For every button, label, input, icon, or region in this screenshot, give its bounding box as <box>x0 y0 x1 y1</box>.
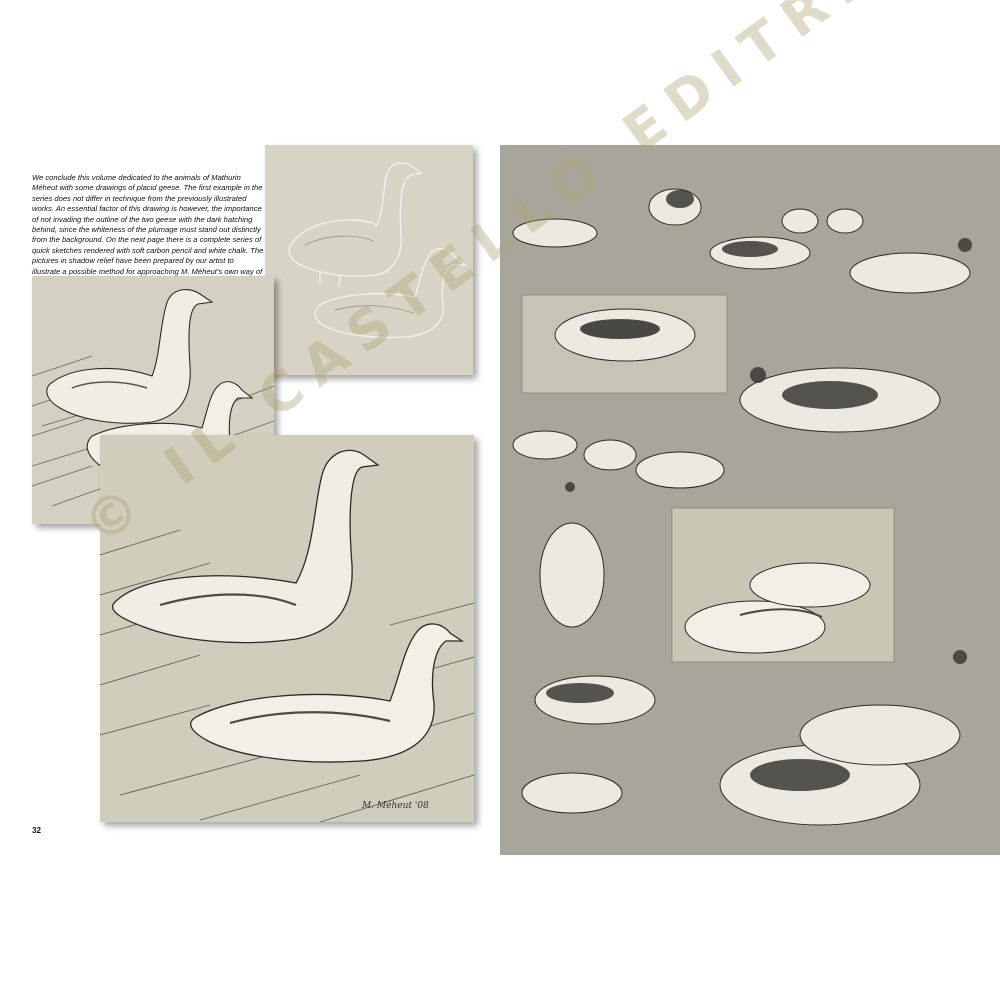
line-sketch-panel <box>265 145 473 375</box>
copyright-watermark: © IL CASTELLO EDITRICE <box>71 0 964 557</box>
intro-paragraph: We conclude this volume dedicated to the animals of Mathurin Méheut with some drawings of placid geese. The first example in the series does not differ in technique from the previously illustrated works. An essential factor of this drawing is however, the importance of not invading the outline of the two geese with the dark hatching behind, since the whiteness of the plumage must stand out distinctly from the background. On the next page there is a complete series of quick sketches rendered with soft carbon pencil and white chalk. The pictures in shadow relief have been prepared by our artist to illustrate a possible method for approaching M. Méheut's own way of <box>32 173 264 276</box>
large-drawing-panel <box>100 435 474 822</box>
geese-large-drawing <box>100 435 474 822</box>
artist-signature: M. Méheut '08 <box>362 801 429 811</box>
geese-outline-drawing <box>265 145 473 375</box>
goose-sketches-collection <box>500 145 1000 855</box>
sketch-sheet <box>500 145 1000 855</box>
page-number: 32 <box>32 826 41 835</box>
